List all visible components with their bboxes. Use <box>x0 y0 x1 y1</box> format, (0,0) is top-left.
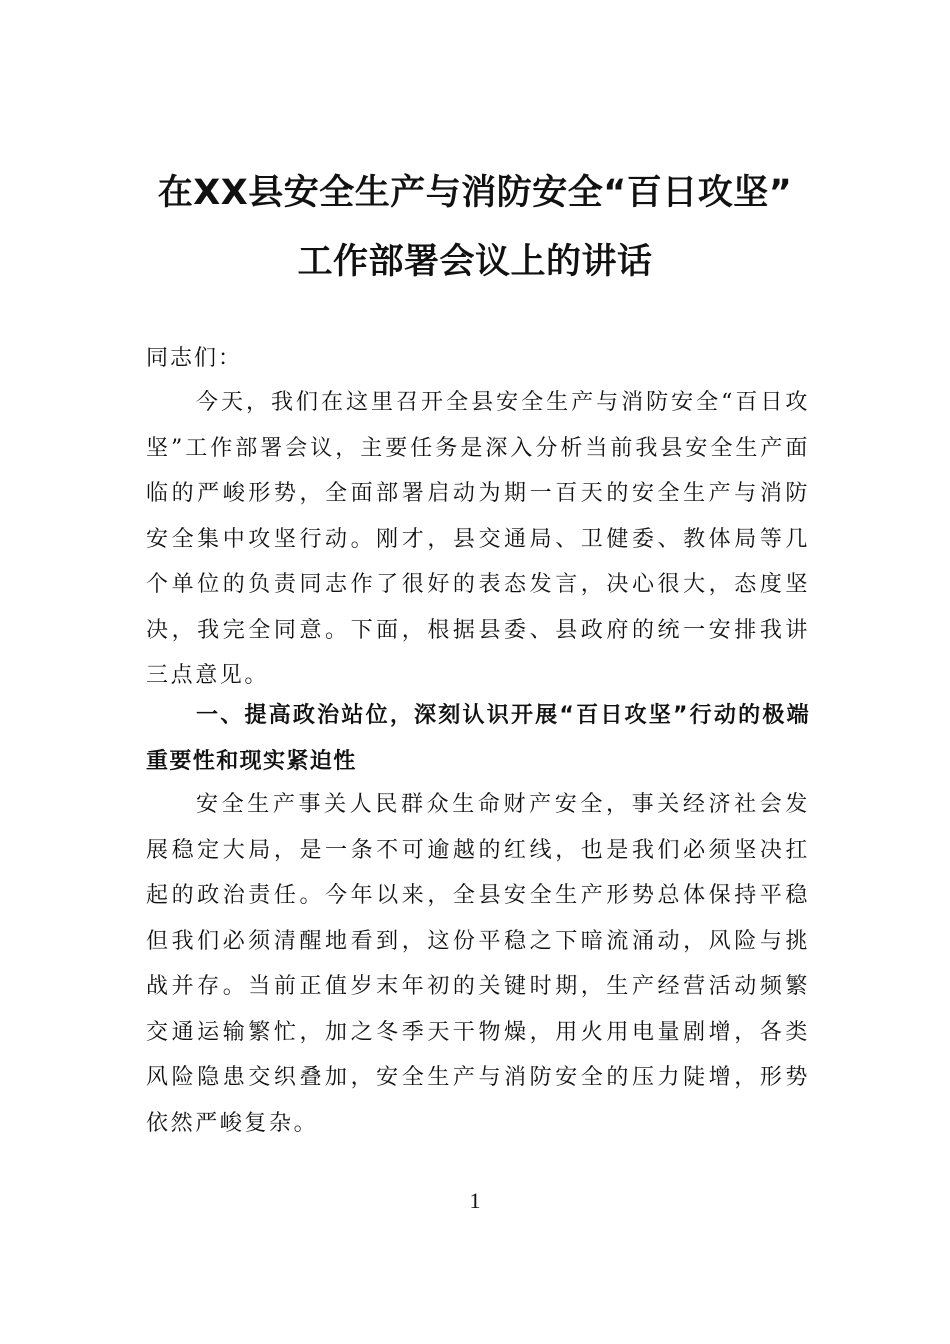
document-title-line-2: 工作部署会议上的讲话 <box>297 242 653 282</box>
paragraph-section-1: 安全生产事关人民群众生命财产安全，事关经济社会发展稳定大局，是一条不可逾越的红线，也是我们必须坚决扛起的政治责任。今年以来，全县安全生产形势总体保持平稳但我们必须清醒地看到，这份平稳之下暗流涌动，风险与挑战并存。当前正值岁末年初的关键时期，生产经营活动频繁交通运输繁忙，加之冬季天干物燥，用火用电量剧增，各类风险隐患交织叠加，安全生产与消防安全的压力陡增，形势依然严峻复杂。 <box>146 792 810 1136</box>
section-heading-1: 一、提高政治站位，深刻认识开展“百日攻坚”行动的极端重要性和现实紧迫性 <box>146 703 810 774</box>
page-number: 1 <box>469 1188 481 1213</box>
paragraph-intro: 今天，我们在这里召开全县安全生产与消防安全“百日攻坚”工作部署会议，主要任务是深入分析当前我县安全生产面临的严峻形势，全面部署启动为期一百天的安全生产与消防安全集中攻坚行动。刚才，县交通局、卫健委、教体局等几个单位的负责同志作了很好的表态发言，决心很大，态度坚决，我完全同意。下面，根据县委、县政府的统一安排我讲三点意见。 <box>146 390 810 688</box>
document-title-line-1: 在XX县安全生产与消防安全“百日攻坚” <box>157 173 793 213</box>
salutation: 同志们： <box>146 346 243 371</box>
